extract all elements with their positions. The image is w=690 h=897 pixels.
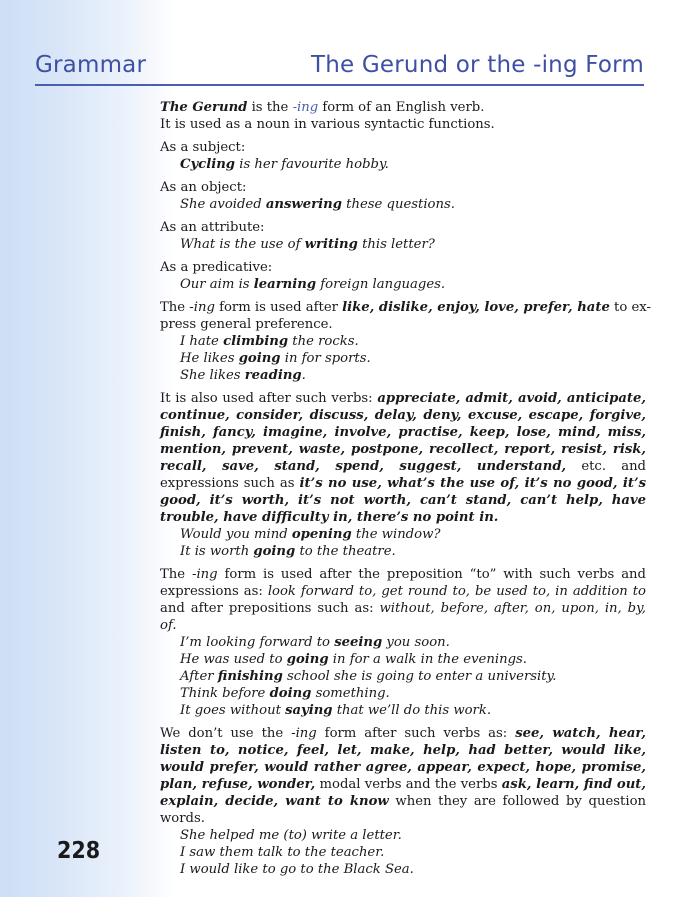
intro-paragraph: The Gerund is the -ing form of an English verb. It is used as a noun in various syntactic functions.	[160, 100, 495, 132]
function-subject: As a subject: Cycling is her favourite hobby.	[160, 139, 646, 173]
example-sentence: It is worth going to the theatre.	[180, 544, 396, 559]
preference-paragraph: The -ing form is used after like, dislike, enjoy, love, prefer, hate to ex- press general preference. I hate climbing the rocks. He likes going in for sports. She likes reading.	[160, 300, 651, 383]
grammar-content	[160, 99, 651, 884]
function-predicative: As a predicative: Our aim is learning foreign languages.	[160, 259, 646, 293]
example-sentence: She likes reading.	[180, 368, 306, 383]
function-object: As an object: She avoided answering these questions.	[160, 179, 646, 213]
example-sentence: He was used to going in for a walk in the evenings.	[180, 652, 527, 667]
example-sentence: What is the use of writing this letter?	[180, 237, 435, 252]
example-sentence: I’m looking forward to seeing you soon.	[180, 635, 450, 650]
example-sentence: After finishing school she is going to enter a university.	[180, 669, 557, 684]
also-used-paragraph: It is also used after such verbs: appreciate, admit, avoid, anticipate, continue, consider, discuss, delay, deny, excuse, escape, forgive, finish, fancy, imagine, involve, practise, keep, lose, mind, miss, mention, prevent, waste, postpone, recollect, report, resist, risk, recall, save, stand, spend, suggest, understand, etc. and expressions such as it’s no use, what’s the use of, it’s no good, it’s good, it’s worth, it’s not worth, can’t stand, can’t help, have trouble, have difficulty in, there’s no point in. Would you mind opening the window? It is worth going to the theatre.	[160, 391, 646, 559]
page-header	[35, 44, 644, 86]
section-label: Grammar	[35, 52, 147, 78]
example-sentence: I hate climbing the rocks.	[180, 334, 359, 349]
example-sentence: Think before doing something.	[180, 686, 390, 701]
example-sentence: She helped me (to) write a letter.	[180, 828, 402, 843]
example-sentence: I would like to go to the Black Sea.	[180, 862, 414, 877]
no-ing-paragraph: We don’t use the -ing form after such verbs as: see, watch, hear, listen to, notice, feel, let, make, help, had better, would like, would prefer, would rather agree, appear, expect, hope, promise, plan, refuse, wonder, modal verbs and the verbs ask, learn, find out, explain, decide, want to know when they are followed by question words. She helped me (to) write a letter. I saw them talk to the teacher. I would like to go to the Black Sea.	[160, 726, 646, 877]
preposition-paragraph: The -ing form is used after the preposition “to” with such verbs and expressions as: look forward to, get round to, be used to, in addition to and after prepositions such as: without, before, after, on, upon, in, by, of. I’m looking forward to seeing you soon. He was used to going in for a walk in the evenings. After finishing school she is going to enter a university. Think before doing something. It goes without saying that we’ll do this work.	[160, 567, 646, 718]
example-sentence: Would you mind opening the window?	[180, 527, 441, 542]
example-sentence: Cycling is her favourite hobby.	[180, 157, 389, 172]
example-sentence: I saw them talk to the teacher.	[180, 845, 385, 860]
page-number: 228	[57, 838, 101, 864]
example-sentence: He likes going in for sports.	[180, 351, 371, 366]
function-attribute: As an attribute: What is the use of writing this letter?	[160, 219, 646, 253]
page-title: The Gerund or the -ing Form	[311, 52, 644, 78]
example-sentence: It goes without saying that we’ll do this work.	[180, 703, 492, 718]
example-sentence: She avoided answering these questions.	[180, 197, 455, 212]
example-sentence: Our aim is learning foreign languages.	[180, 277, 446, 292]
